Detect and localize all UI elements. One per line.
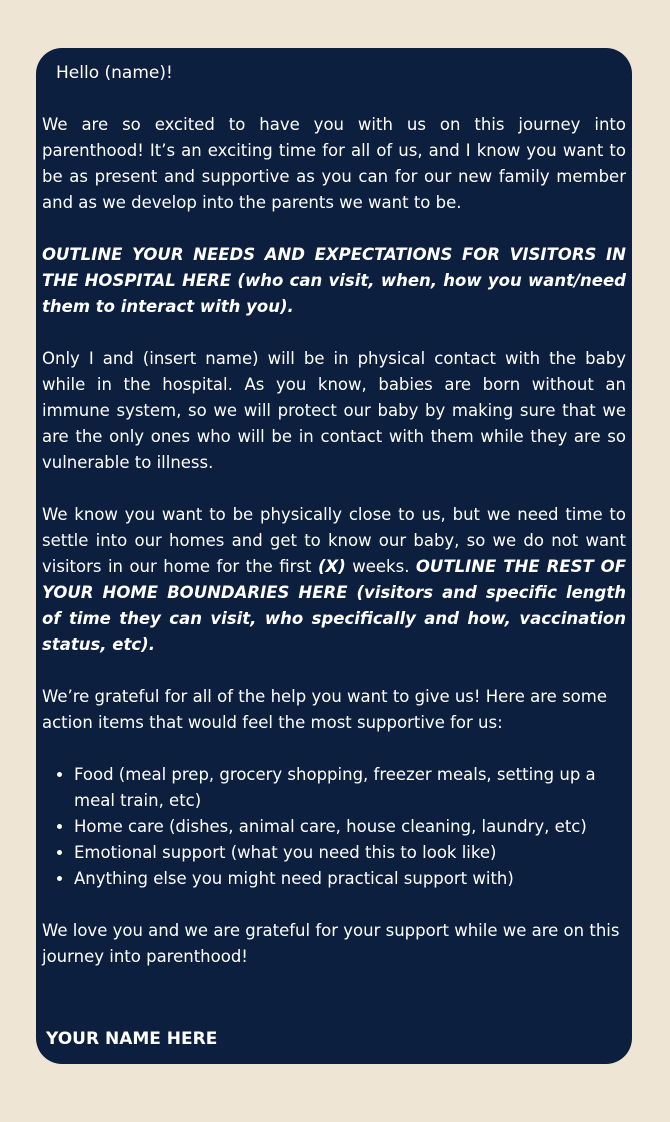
contact-paragraph: Only I and (insert name) will be in physical contact with the baby while in the hospital. As you know, babies are born without an immune system, so we will protect our baby by making sure that we are the only ones who will be in contact with them while they are so vulnerable to illness. bbox=[42, 349, 626, 472]
action-items-list bbox=[42, 762, 626, 892]
weeks-placeholder: (X) bbox=[317, 557, 346, 576]
list-item: • Home care (dishes, animal care, house cleaning, laundry, etc) bbox=[74, 814, 626, 840]
letter-body bbox=[42, 112, 626, 996]
list-item: • Emotional support (what you need this to look like) bbox=[74, 840, 626, 866]
intro-paragraph: We are so excited to have you with us on this journey into parenthood! It’s an exciting time for all of us, and I know you want to be as present and supportive as you can for our new family member and as we develop into the parents we want to be. bbox=[42, 115, 626, 212]
help-intro-paragraph: We’re grateful for all of the help you want to give us! Here are some action items that would feel the most supportive for us: bbox=[42, 687, 607, 732]
closing-paragraph: We love you and we are grateful for your support while we are on this journey into parenthood! bbox=[42, 921, 620, 966]
letter-card bbox=[36, 48, 632, 1064]
hospital-instruction: OUTLINE YOUR NEEDS AND EXPECTATIONS FOR VISITORS IN THE HOSPITAL HERE (who can visit, when, how you want/need them to interact with you). bbox=[42, 245, 626, 316]
home-text-part2: weeks. bbox=[345, 557, 416, 576]
home-text-part1: We know you want to be physically close to us, but we need time to settle into our homes and get to know our baby, so we do not want visitors in our home for the first bbox=[42, 505, 626, 576]
list-item: • Food (meal prep, grocery shopping, freezer meals, setting up a meal train, etc) bbox=[74, 762, 626, 814]
signature: YOUR NAME HERE bbox=[46, 1029, 218, 1049]
home-paragraph bbox=[42, 502, 626, 658]
home-instruction: OUTLINE THE REST OF YOUR HOME BOUNDARIES HERE (visitors and specific length of time they can visit, who specifically and how, vaccination status, etc). bbox=[42, 557, 626, 654]
list-item: • Anything else you might need practical support with) bbox=[74, 866, 626, 892]
greeting: Hello (name)! bbox=[56, 63, 173, 83]
